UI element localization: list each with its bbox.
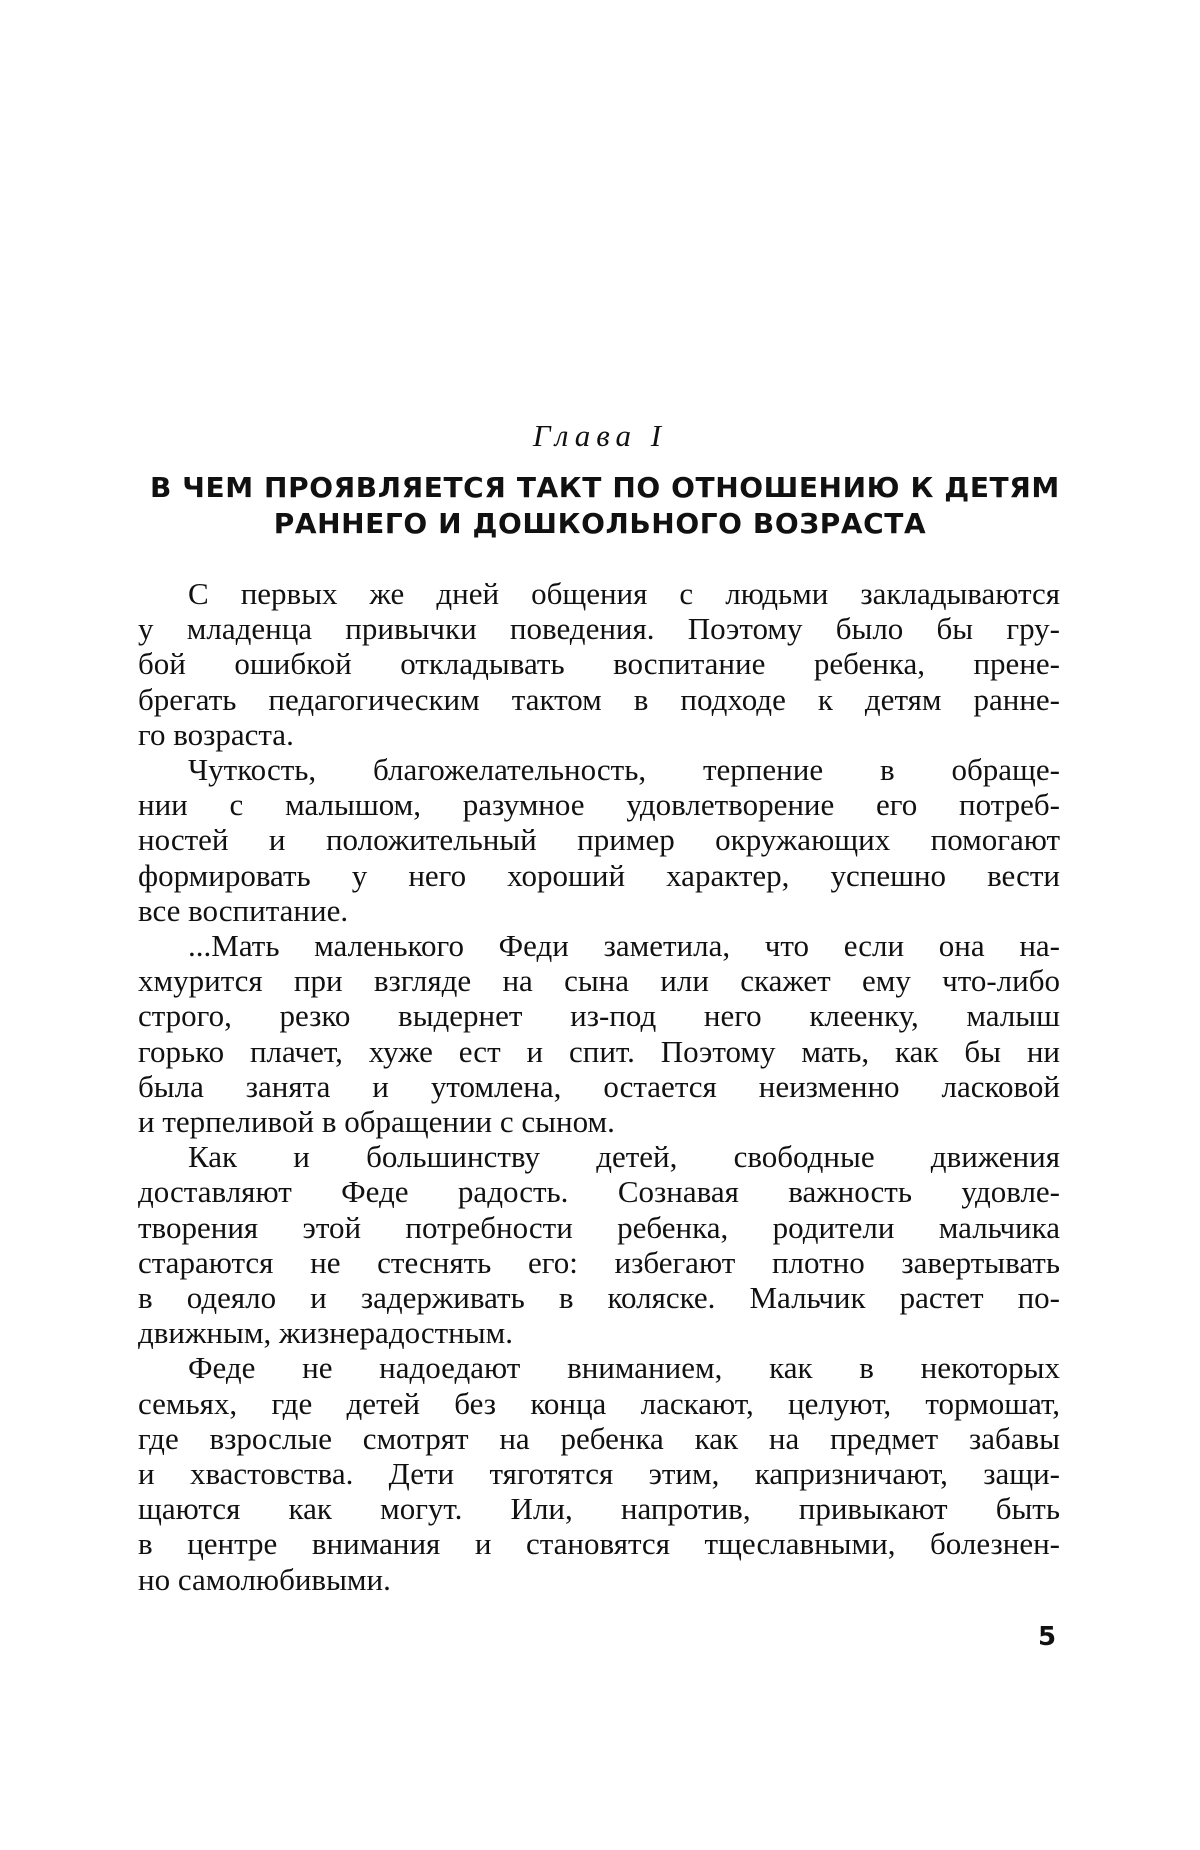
paragraph-1 — [138, 576, 1060, 752]
text-line: щаются как могут. Или, напротив, привыкают быть — [138, 1491, 1060, 1527]
text-line: движным, жизнерадостным. — [138, 1315, 513, 1351]
text-line: хмурится при взгляде на сына или скажет ему что-либо — [138, 963, 1060, 999]
text-line: формировать у него хороший характер, успешно вести — [138, 857, 1060, 893]
body-text — [138, 576, 1060, 1597]
page-number: 5 — [1038, 1622, 1057, 1652]
text-line: ...Мать маленького Феди заметила, что если она на- — [188, 928, 1060, 964]
text-line: Чуткость, благожелательность, терпение в обраще- — [188, 752, 1060, 788]
paragraph-5 — [138, 1350, 1060, 1596]
text-line: стараются не стеснять его: избегают плотно завертывать — [138, 1244, 1060, 1280]
text-line: у младенца привычки поведения. Поэтому было бы гру- — [138, 611, 1060, 647]
text-line: ностей и положительный пример окружающих помогают — [138, 822, 1060, 858]
text-line: была занята и утомлена, остается неизменно ласковой — [138, 1068, 1060, 1104]
paragraph-2 — [138, 752, 1060, 928]
text-line: в одеяло и задерживать в коляске. Мальчик растет по- — [138, 1280, 1060, 1316]
text-line: горько плачет, хуже ест и спит. Поэтому мать, как бы ни — [138, 1033, 1060, 1069]
text-line: и терпеливой в обращении с сыном. — [138, 1104, 615, 1140]
text-line: и хвастовства. Дети тяготятся этим, капризничают, защи- — [138, 1456, 1060, 1492]
chapter-title-line: В ЧЕМ ПРОЯВЛЯЕТСЯ ТАКТ ПО ОТНОШЕНИЮ К ДЕТЯМ — [150, 471, 1060, 504]
chapter-title — [150, 470, 1060, 542]
text-line: строго, резко выдернет из-под него клеенку, малыш — [138, 998, 1060, 1034]
paragraph-3 — [138, 928, 1060, 1139]
text-line: брегать педагогическим тактом в подходе к детям ранне- — [138, 681, 1060, 717]
text-line: творения этой потребности ребенка, родители мальчика — [138, 1209, 1060, 1245]
text-line: где взрослые смотрят на ребенка как на предмет забавы — [138, 1420, 1060, 1456]
chapter-title-line: РАННЕГО И ДОШКОЛЬНОГО ВОЗРАСТА — [273, 507, 927, 540]
text-line: бой ошибкой откладывать воспитание ребенка, прене- — [138, 646, 1060, 682]
text-line: в центре внимания и становятся тщеславными, болезнен- — [138, 1526, 1060, 1562]
text-line: го возраста. — [138, 716, 294, 752]
text-line: доставляют Феде радость. Сознавая важность удовле- — [138, 1174, 1060, 1210]
text-line: нии с малышом, разумное удовлетворение его потреб- — [138, 787, 1060, 823]
paragraph-4 — [138, 1139, 1060, 1350]
text-line: семьях, где детей без конца ласкают, целуют, тормошат, — [138, 1385, 1060, 1421]
text-line: но самолюбивыми. — [138, 1561, 391, 1597]
text-line: Как и большинству детей, свободные движения — [188, 1139, 1060, 1175]
text-line: С первых же дней общения с людьми закладываются — [188, 576, 1060, 611]
chapter-label: Глава I — [532, 418, 668, 453]
text-line: все воспитание. — [138, 892, 349, 928]
text-line: Феде не надоедают вниманием, как в некоторых — [188, 1350, 1060, 1386]
